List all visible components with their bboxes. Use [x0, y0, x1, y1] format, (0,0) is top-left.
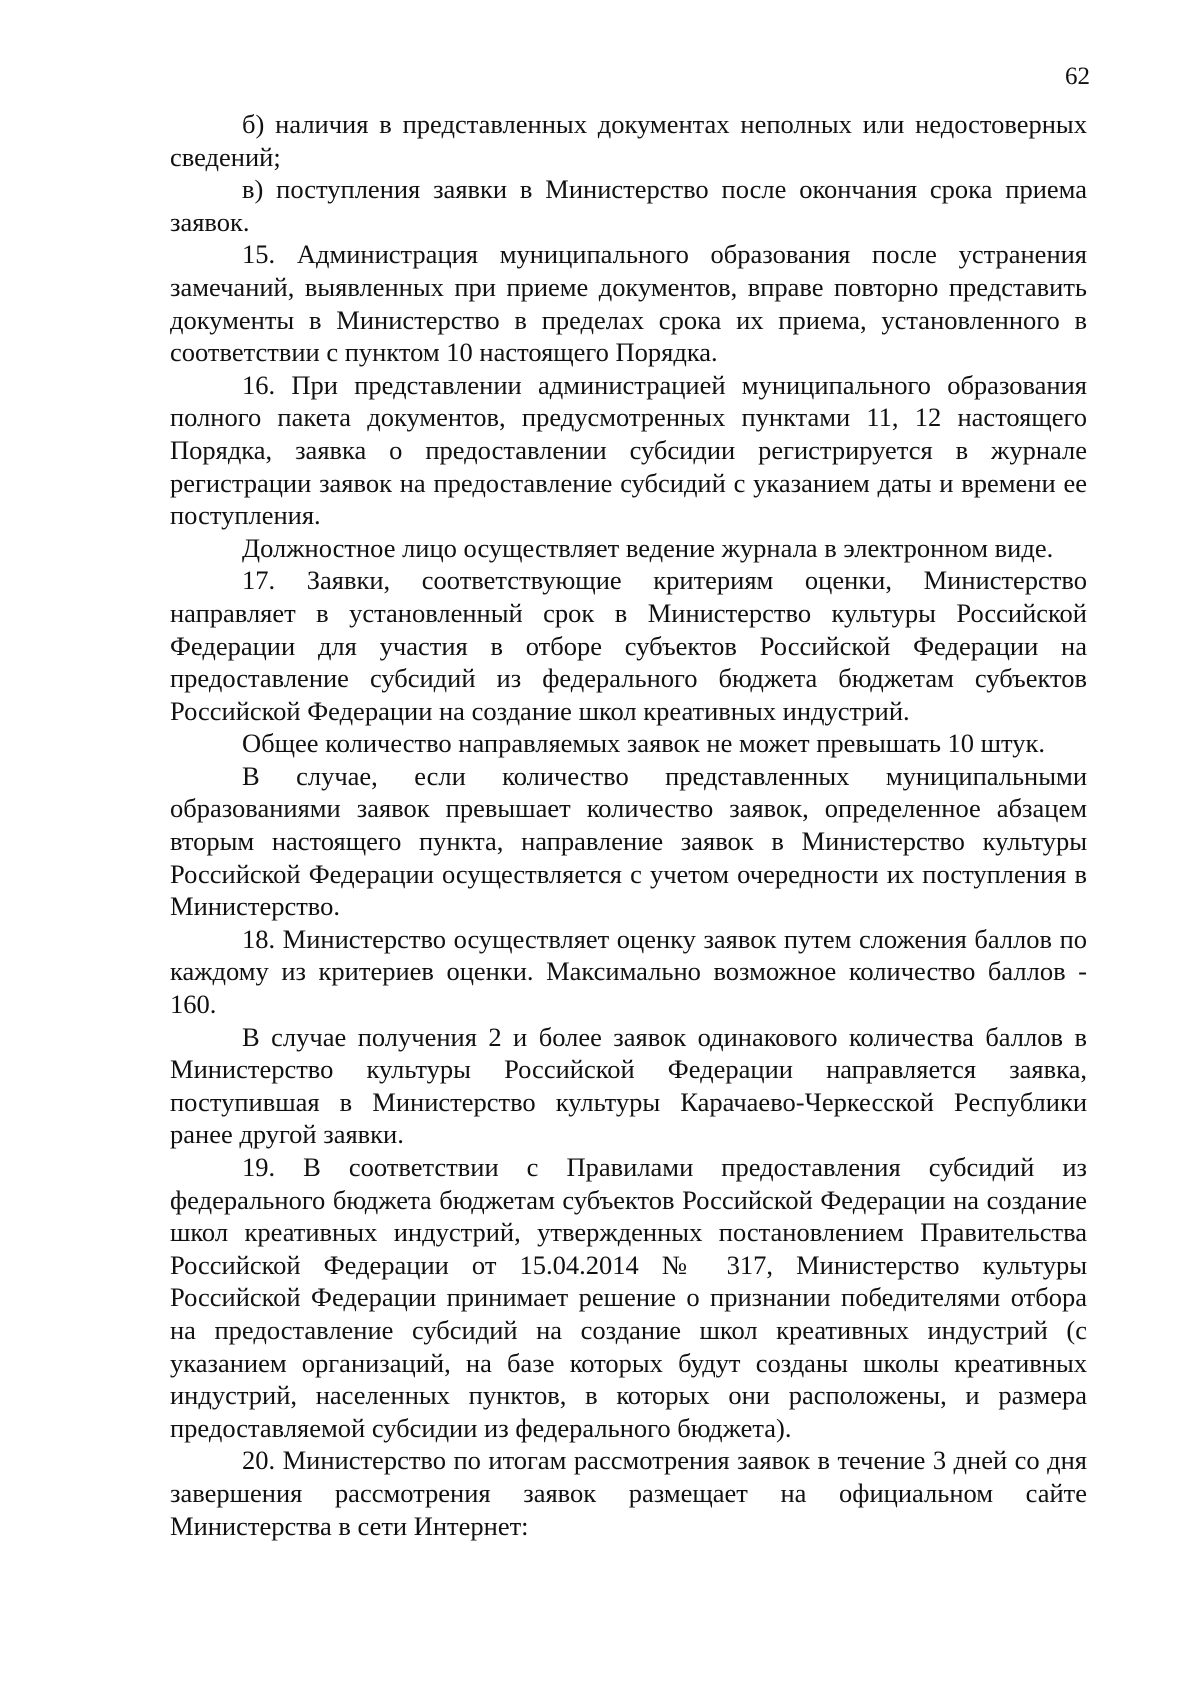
paragraph-v-late-submission: в) поступления заявки в Министерство после окончания срока приема заявок. [170, 174, 1087, 237]
paragraph-b-incomplete-info: б) наличия в представленных документах неполных или недостоверных сведений; [170, 109, 1087, 172]
paragraph-18-tie: В случае получения 2 и более заявок одинакового количества баллов в Министерство культуры Российской Федерации направляется заявка, поступившая в Министерство культуры Карачаево-Черкесской Республики ранее другой заявки. [170, 1021, 1087, 1150]
paragraph-16: 16. При представлении администрацией муниципального образования полного пакета документов, предусмотренных пунктами 11, 12 настоящего Порядка, заявка о предоставлении субсидии регистрируется в журнале регистрации заявок на предоставление субсидий с указанием даты и времени ее поступления. [170, 369, 1087, 531]
paragraph-19: 19. В соответствии с Правилами предоставления субсидий из федерального бюджета бюджетам субъектов Российской Федерации на создание школ креативных индустрий, утвержденных постановлением Правительства Российской Федерации от 15.04.2014 № 317, Министерство культуры Российской Федерации принимает решение о признании победителями отбора на предоставление субсидий на создание школ креативных индустрий (с указанием организаций, на базе которых будут созданы школы креативных индустрий, населенных пунктов, в которых они расположены, и размера предоставляемой субсидии из федерального бюджета). [170, 1152, 1087, 1443]
paragraph-18: 18. Министерство осуществляет оценку заявок путем сложения баллов по каждому из критериев оценки. Максимально возможное количество баллов - 160. [170, 923, 1087, 1020]
paragraph-17: 17. Заявки, соответствующие критериям оценки, Министерство направляет в установленный срок в Министерство культуры Российской Федерации для участия в отборе субъектов Российской Федерации на предоставление субсидий из федерального бюджета бюджетам субъектов Российской Федерации на создание школ креативных индустрий. [170, 565, 1087, 726]
paragraph-17-priority: В случае, если количество представленных муниципальными образованиями заявок превышает количество заявок, определенное абзацем вторым настоящего пункта, направление заявок в Министерство культуры Российской Федерации осуществляется с учетом очередности их поступления в Министерство. [170, 760, 1087, 922]
paragraph-17-total: Общее количество направляемых заявок не может превышать 10 штук. [242, 728, 1046, 759]
page-number: 62 [1065, 63, 1090, 90]
paragraph-15: 15. Администрация муниципального образования после устранения замечаний, выявленных при приеме документов, вправе повторно представить документы в Министерство в пределах срока их приема, установленного в соответствии с пунктом 10 настоящего Порядка. [170, 239, 1087, 368]
document-body [170, 108, 1087, 1542]
paragraph-16-journal: Должностное лицо осуществляет ведение журнала в электронном виде. [242, 532, 1054, 563]
paragraph-20: 20. Министерство по итогам рассмотрения заявок в течение 3 дней со дня завершения рассмотрения заявок размещает на официальном сайте Министерства в сети Интернет: [170, 1445, 1087, 1541]
